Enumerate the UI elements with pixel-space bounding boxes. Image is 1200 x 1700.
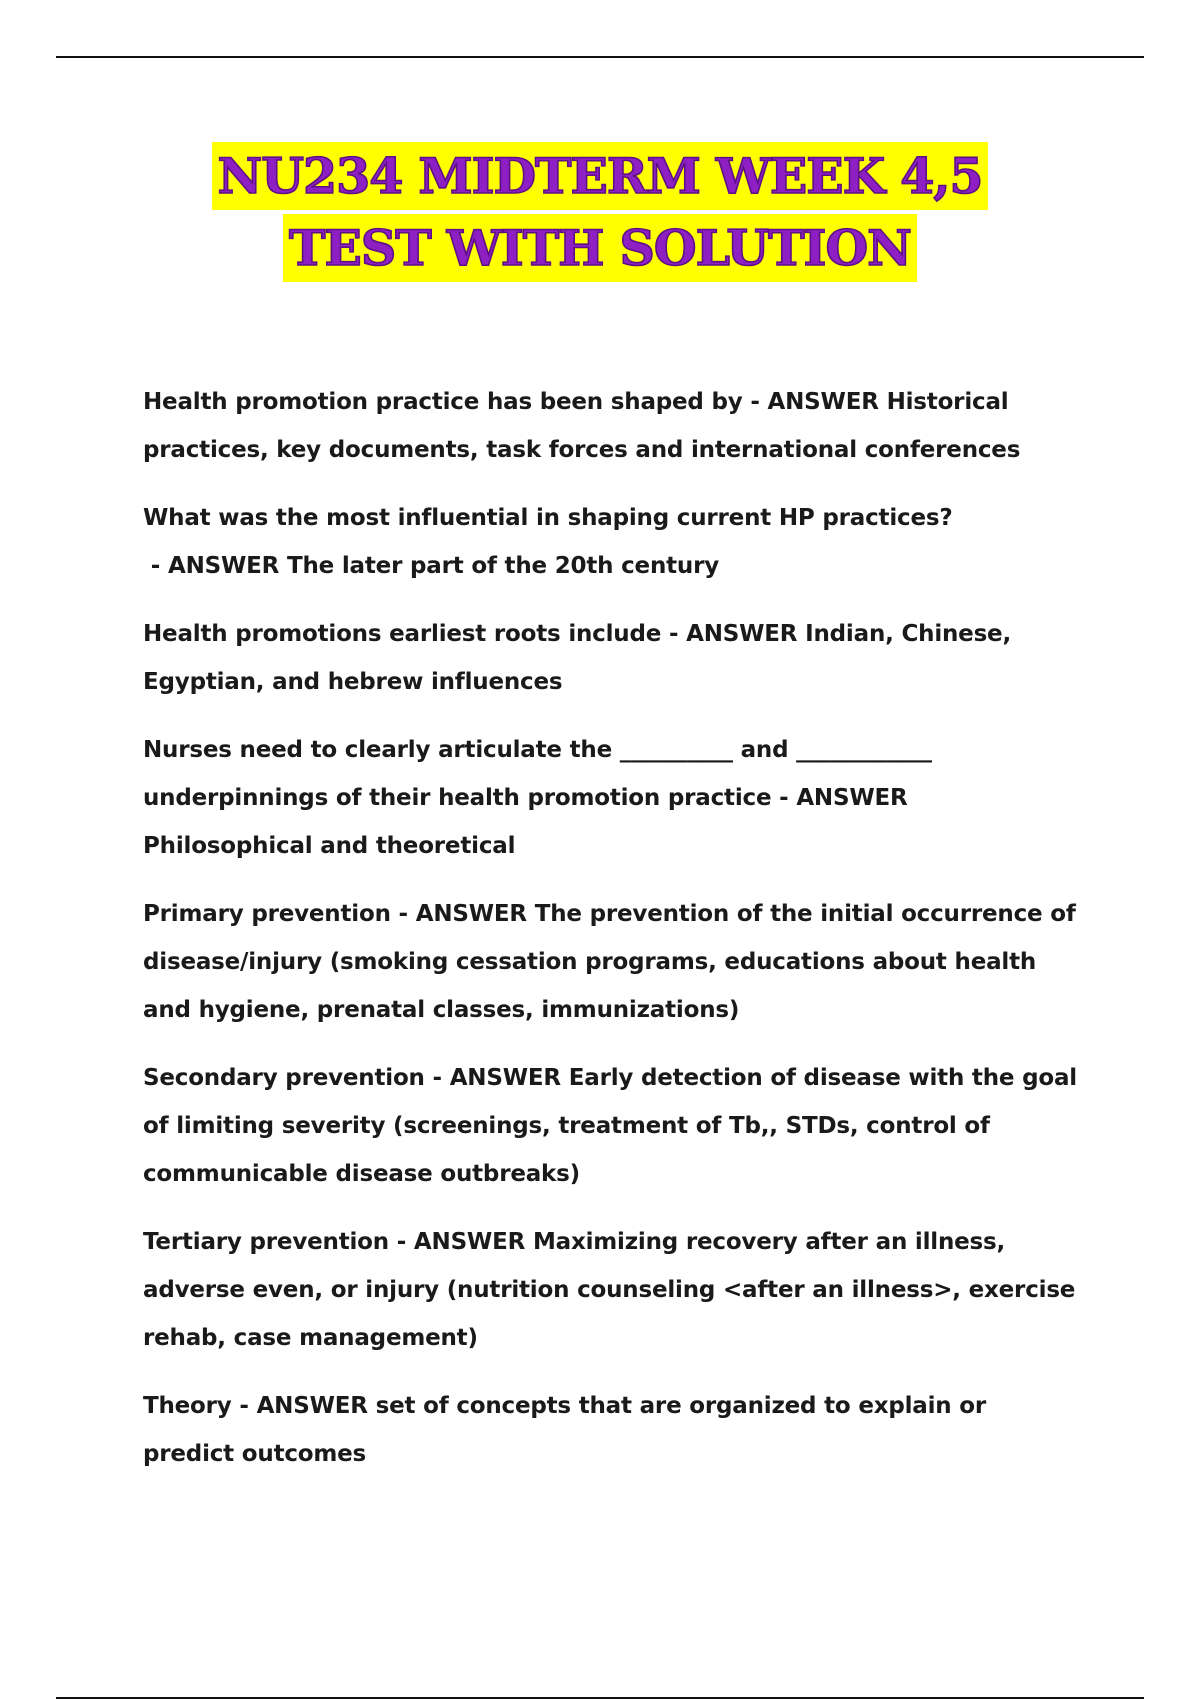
header-rule xyxy=(56,56,1144,58)
qa-item: Health promotions earliest roots include - ANSWER Indian, Chinese, Egyptian, and hebrew influences xyxy=(143,621,1011,695)
footer-rule xyxy=(56,1697,1144,1699)
question-text: Primary prevention xyxy=(143,901,391,927)
answer-marker: ANSWER xyxy=(686,621,798,647)
question-text: Health promotion practice has been shaped by xyxy=(143,389,743,415)
question-text: What was the most influential in shaping current HP practices? xyxy=(143,505,953,531)
qa-item: Theory - ANSWER set of concepts that are organized to explain or predict outcomes xyxy=(143,1393,987,1467)
answer-marker: ANSWER xyxy=(415,901,527,927)
answer-text: Maximizing recovery after an illness, adverse even, or injury (nutrition counseling <after an illness>, exercise rehab, case management) xyxy=(143,1229,1076,1351)
answer-marker: ANSWER xyxy=(256,1393,368,1419)
answer-text: Philosophical and theoretical xyxy=(143,833,516,859)
qa-item: Tertiary prevention - ANSWER Maximizing recovery after an illness, adverse even, or injury (nutrition counseling <after an illness>, exercise rehab, case management) xyxy=(143,1229,1076,1351)
title-line-1: NU234 MIDTERM WEEK 4,5 xyxy=(212,142,989,210)
answer-marker: ANSWER xyxy=(167,553,280,579)
answer-marker: ANSWER xyxy=(413,1229,526,1255)
qa-item: Primary prevention - ANSWER The prevention of the initial occurrence of disease/injury (smoking cessation programs, educations about health and hygiene, prenatal classes, immunizations) xyxy=(143,901,1076,1023)
answer-text: Early detection of disease with the goal of limiting severity (screenings, treatment of Tb,, STDs, control of communicable disease outbreaks) xyxy=(143,1065,1077,1187)
qa-item: Health promotion practice has been shaped by - ANSWER Historical practices, key documents, task forces and international conferences xyxy=(143,389,1021,463)
question-text: Tertiary prevention xyxy=(143,1229,389,1255)
qa-item: Nurses need to clearly articulate the __________ and ____________ underpinnings of their health promotion practice - ANSWER Philosophical and theoretical xyxy=(143,737,932,859)
qa-list xyxy=(143,378,1083,1498)
answer-marker: ANSWER xyxy=(767,389,879,415)
answer-text: The prevention of the initial occurrence of disease/injury (smoking cessation programs, educations about health and hygiene, prenatal classes, immunizations) xyxy=(143,901,1076,1023)
question-text: Nurses need to clearly articulate the __________ and ____________ underpinnings of their health promotion practice xyxy=(143,737,932,811)
answer-marker: ANSWER xyxy=(796,785,908,811)
question-text: Theory xyxy=(143,1393,232,1419)
answer-text: set of concepts that are organized to explain or predict outcomes xyxy=(143,1393,987,1467)
answer-text: Indian, Chinese, Egyptian, and hebrew influences xyxy=(143,621,1011,695)
title-line-2: TEST WITH SOLUTION xyxy=(283,214,917,282)
answer-text: Historical practices, key documents, task forces and international conferences xyxy=(143,389,1021,463)
question-text: Health promotions earliest roots include xyxy=(143,621,662,647)
qa-item: What was the most influential in shaping current HP practices? - ANSWER The later part of the 20th century xyxy=(143,505,953,579)
answer-text: The later part of the 20th century xyxy=(287,553,720,579)
question-text: Secondary prevention xyxy=(143,1065,425,1091)
document-title xyxy=(0,140,1200,284)
qa-item: Secondary prevention - ANSWER Early detection of disease with the goal of limiting severity (screenings, treatment of Tb,, STDs, control of communicable disease outbreaks) xyxy=(143,1065,1077,1187)
answer-marker: ANSWER xyxy=(449,1065,561,1091)
